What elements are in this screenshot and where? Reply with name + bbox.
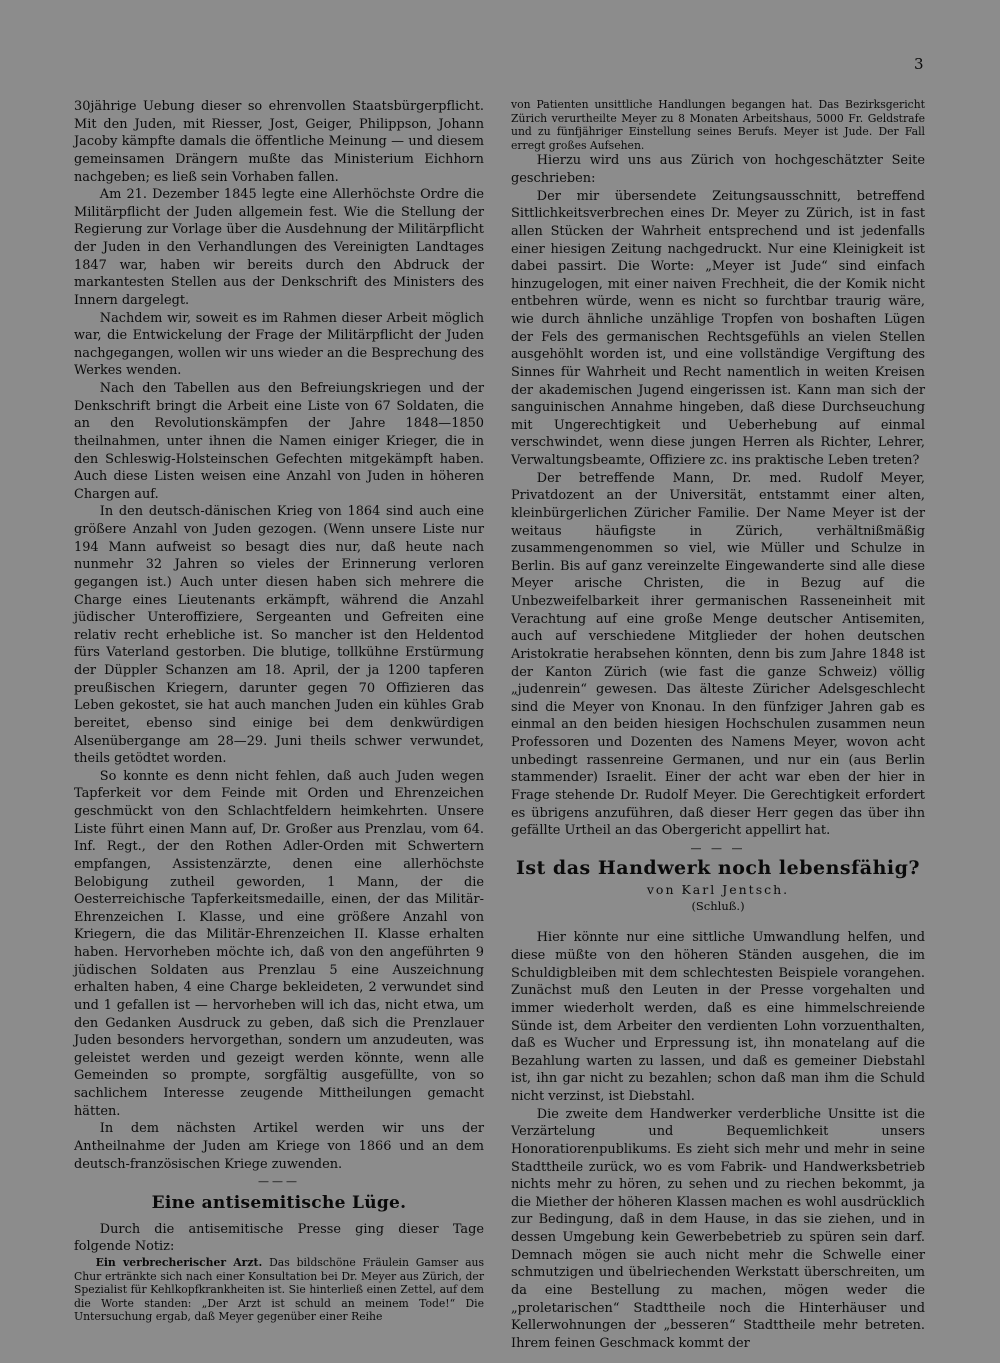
paragraph: Der betreffende Mann, Dr. med. Rudolf Meyer, Privatdozent an der Universität, entstammt einer alten, kleinbürgerlichen Züricher Familie. Der Name Meyer ist der weitaus häufigste in Zürich, verhältnißmäßig zusammengenommen so viel, wie Müller und Schulze in Berlin. Bis auf ganz vereinzelte Eingewanderte sind alle diese Meyer arische Christen, die in Bezug auf die Unbezweifelbarkeit ihrer germanischen Rasseneinheit mit Verachtung auf eine große Menge deutscher Antisemiten, auch auf verschiedene Mitglieder der hohen deutschen Aristokratie herabsehen könnten, denn bis zum Jahre 1848 ist der Kanton Zürich (wie fast die ganze Schweiz) völlig „judenrein“ gewesen. Das älteste Züricher Adelsgeschlecht sind die Meyer von Knonau. In den fünfziger Jahren gab es einmal an den beiden hiesigen Hochschulen zusammen neun Professoren und Dozenten des Namens Meyer, wovon acht unbedingt rassenreine Germanen, und nur ein (aus Berlin stammender) Israelit. Einer der acht war eben der hier in Frage stehende Dr. Rudolf Meyer. Die Gerechtigkeit erfordert es übrigens anzuführen, daß dieser Herr gegen das über ihn gefällte Urtheil an das Obergericht appellirt hat. bbox=[511, 470, 925, 839]
article-byline: von Karl Jentsch. bbox=[646, 882, 790, 898]
quoted-notice-continued: von Patienten unsittliche Handlungen begangen hat. Das Bezirksgericht Zürich verurtheilte Meyer zu 8 Monaten Arbeitshaus, 5000 Fr. Geldstrafe und zu fünfjähriger Einstellung seines Berufs. Meyer ist Jude. Der Fall erregt großes Aufsehen. bbox=[511, 98, 925, 152]
paragraph: 30jährige Uebung dieser so ehrenvollen Staatsbürgerpflicht. Mit den Juden, mit Riesser, Jost, Geiger, Philippson, Johann Jacoby kämpfte damals die öffentliche Meinung — und diesem gemeinsamen Drängern mußte das Ministerium Eichhorn nachgeben; es ließ sein Vorhaben fallen. bbox=[74, 99, 484, 185]
notice-headline: Ein verbrecherischer Arzt. bbox=[95, 1256, 263, 1269]
paragraph: So konnte es denn nicht fehlen, daß auch Juden wegen Tapferkeit vor dem Feinde mit Orden und Ehrenzeichen geschmückt von den Schlachtfeldern heimkehrten. Unsere Liste führt einen Mann auf, Dr. Großer aus Prenzlau, vom 64. Inf. Regt., der den Rothen Adler-Orden mit Schwertern empfangen, Assistenzärzte, denen eine allerhöchste Belobigung zutheil geworden, 1 Mann, der die Oesterreichische Tapferkeitsmedaille, einen, der das Militär-Ehrenzeichen I. Klasse, und eine größere Anzahl von Kriegern, die das Militär-Ehrenzeichen II. Klasse erhalten haben. Hervorheben möchte ich, daß von den angeführten 9 jüdischen Soldaten aus Prenzlau 5 eine Auszeichnung erhalten haben, 4 eine Charge bekleideten, 2 verwundet sind und 1 gefallen ist — hervorheben will ich das, nicht etwa, um den Gedanken Ausdruck zu geben, daß sich die Prenzlauer Juden besonders hervorgethan, sondern um anzudeuten, was geleistet werden und gezeigt werden könnte, wenn alle Gemeinden so prompte, sorgfältig ausgefüllte, von so sachlichem Interesse zeugende Mittheilungen gemacht hätten. bbox=[74, 768, 484, 1119]
paragraph: Die zweite dem Handwerker verderbliche Unsitte ist die Verzärtelung und Bequemlichkeit unsers Honoratiorenpublikums. Es zieht sich mehr und mehr in seine Stadttheile zurück, wo es vom Fabrik- und Handwerksbetrieb nichts mehr zu hören, zu sehen und zu riechen bekommt, ja die Miether der höheren Klassen machen es wohl ausdrücklich zur Bedingung, daß in dem Hause, in das sie ziehen, und in dessen Umgebung kein Gewerbebetrieb zu spüren sein darf. Demnach mögen sie auch nicht mehr die Schwelle einer schmutzigen und übelriechenden Werkstatt überschreiten, um da eine Bestellung zu machen, mögen weder die „proletarischen“ Stadttheile noch die Hinterhäuser und Kellerwohnungen der „besseren“ Stadttheile mehr betreten. Ihrem feinen Geschmack kommt der bbox=[511, 1106, 925, 1351]
paragraph: Der mir übersendete Zeitungsausschnitt, betreffend Sittlichkeitsverbrechen eines Dr. Meyer zu Zürich, ist in fast allen Stücken der Wahrheit entsprechend und ist jedenfalls einer hiesigen Zeitung nachgedruckt. Nur eine Kleinigkeit ist dabei passirt. Die Worte: „Meyer ist Jude“ sind einfach hinzugelogen, mit einer naiven Frechheit, die der Komik nicht entbehren würde, wenn es nicht so furchtbar traurig wäre, wie durch ähnliche unzählige Tropfen von boshaften Lügen der Fels des germanischen Rechtsgefühls an vielen Stellen ausgehöhlt worden ist, und eine vollständige Vergiftung des Sinnes für Wahrheit und Recht namentlich in weiten Kreisen der akademischen Jugend eingerissen ist. Kann man sich der sanguinischen Annahme hingeben, daß diese Durchseuchung mit Ungerechtigkeit und Ueberhebung auf einmal verschwindet, wenn diese jungen Herren als Richter, Lehrer, Verwaltungsbeamte, Offiziere zc. ins praktische Leben treten? bbox=[511, 188, 925, 468]
paragraph: Nachdem wir, soweit es im Rahmen dieser Arbeit möglich war, die Entwickelung der Frage der Militärpflicht der Juden nachgegangen, wollen wir uns wieder an die Besprechung des Werkes wenden. bbox=[74, 310, 484, 379]
left-column bbox=[74, 98, 484, 1324]
notice-text: Das bildschöne Fräulein Gamser aus Chur ertränkte sich nach einer Konsultation bei Dr. Meyer aus Zürich, der Spezialist für Kehlkopfkrankheiten ist. Sie hinterließ einen Zettel, auf dem die Worte standen: „Der Arzt ist schuld an meinem Tode!“ Die Untersuchung ergab, daß Meyer gegenüber einer Reihe bbox=[74, 1256, 484, 1324]
paragraph: Hier könnte nur eine sittliche Umwandlung helfen, und diese müßte von den höheren Ständen ausgehen, die im Schuldigbleiben mit dem schlechtesten Beispiele vorangehen. Zunächst muß den Leuten in der Presse vorgehalten und immer wiederholt werden, daß es eine himmelschreiende Sünde ist, dem Arbeiter den verdienten Lohn vorzuenthalten, daß es Wucher und Erpressung ist, ihn monatelang auf die Bezahlung warten zu lassen, und daß es gemeiner Diebstahl ist, ihn gar nicht zu bezahlen; schon daß man ihm die Schuld nicht verzinst, ist Diebstahl. bbox=[511, 930, 925, 1104]
paragraph: In dem nächsten Artikel werden wir uns der Antheilnahme der Juden am Kriege von 1866 und an dem deutsch-französischen Kriege zuwenden. bbox=[74, 1121, 484, 1172]
section-separator: ——— bbox=[258, 1175, 300, 1189]
quoted-notice bbox=[74, 1256, 484, 1324]
paragraph: Durch die antisemitische Presse ging dieser Tage folgende Notiz: bbox=[74, 1221, 484, 1255]
paragraph: In den deutsch-dänischen Krieg von 1864 sind auch eine größere Anzahl von Juden gezogen. (Wenn unsere Liste nur 194 Mann aufweist so besagt dies nur, daß heute nach nunmehr 32 Jahren so vieles der Erinnerung verloren gegangen ist.) Auch unter diesen haben sich mehrere die Charge eines Lieutenants erkämpft, während die Anzahl jüdischer Unteroffiziere, Sergeanten und Gefreiten eine relativ recht erhebliche ist. So mancher ist den Heldentod fürs Vaterland gestorben. Die blutige, tollkühne Erstürmung der Düppler Schanzen am 18. April, der ja 1200 tapferen preußischen Kriegern, darunter gegen 70 Offizieren das Leben gekostet, sie hat auch manchen Juden ein kühles Grab bereitet, ebenso sind einige bei dem denkwürdigen Alsenübergange am 28—29. Juni theils schwer verwundet, theils getödtet worden. bbox=[74, 504, 484, 767]
right-column bbox=[511, 98, 925, 1352]
paragraph: Nach den Tabellen aus den Befreiungskriegen und der Denkschrift bringt die Arbeit eine Liste von 67 Soldaten, die an den Revolutionskämpfen der Jahre 1848—1850 theilnahmen, unter ihnen die Namen einiger Krieger, die in den Schleswig-Holsteinschen Gefechten mitgekämpft haben. Auch diese Listen weisen eine Anzahl von Juden in höheren Chargen auf. bbox=[74, 381, 484, 502]
continuation-note: (Schluß.) bbox=[691, 899, 745, 914]
paragraph: Am 21. Dezember 1845 legte eine Allerhöchste Ordre die Militärpflicht der Juden allgemein fest. Wie die Stellung der Regierung zur Vorlage über die Ausdehnung der Militärpflicht der Juden in den Verhandlungen des Vereinigten Landtages 1847 war, haben wir bereits durch den Abdruck der markantesten Stellen aus der Denkschrift des Ministers des Innern dargelegt. bbox=[74, 187, 484, 308]
page-number: 3 bbox=[914, 55, 924, 73]
paragraph: Hierzu wird uns aus Zürich von hochgeschätzter Seite geschrieben: bbox=[511, 153, 925, 186]
section-separator: — — — bbox=[690, 841, 746, 855]
article-title: Ist das Handwerk noch lebensfähig? bbox=[515, 856, 921, 879]
article-title: Eine antisemitische Lüge. bbox=[151, 1193, 407, 1214]
